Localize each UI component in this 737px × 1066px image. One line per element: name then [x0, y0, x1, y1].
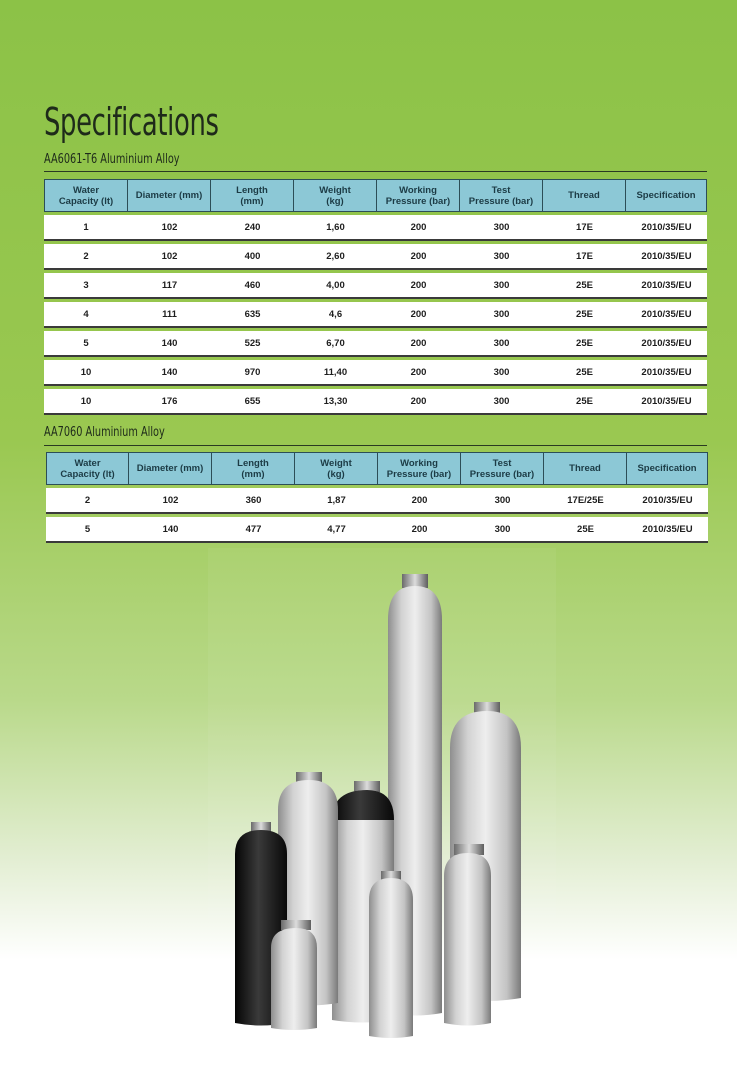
table-cell: 11,40: [294, 360, 377, 386]
table-cell: 300: [460, 215, 543, 241]
table-cell: 17E: [543, 215, 626, 241]
table-cell: 240: [211, 215, 294, 241]
table-row: [44, 331, 707, 357]
table-cell: 300: [460, 244, 543, 270]
col-header-weight: Weight (kg): [294, 179, 377, 212]
table-cell: 2010/35/EU: [626, 215, 707, 241]
table-cell: 970: [211, 360, 294, 386]
table-cell: 102: [128, 244, 211, 270]
table-cell: 140: [128, 360, 211, 386]
table-row: [44, 215, 707, 241]
table-cell: 635: [211, 302, 294, 328]
spec-table-aa7060: [46, 452, 708, 543]
table-cell: 2010/35/EU: [626, 331, 707, 357]
table-cell: 140: [128, 331, 211, 357]
table-cell: 117: [128, 273, 211, 299]
col-header-weight: Weight (kg): [295, 452, 378, 485]
table-cell: 200: [378, 488, 461, 514]
table-cell: 10: [44, 389, 128, 415]
table-cell: 4,77: [295, 517, 378, 543]
section-title-aa7060: AA7060 Aluminium Alloy: [44, 425, 165, 440]
table-cell: 300: [460, 302, 543, 328]
table-cell: 477: [212, 517, 295, 543]
col-header-diameter: Diameter (mm): [129, 452, 212, 485]
table-cell: 200: [377, 273, 460, 299]
table-cell: 4: [44, 302, 128, 328]
table-cell: 360: [212, 488, 295, 514]
table-row: [46, 517, 708, 543]
table-cell: 2010/35/EU: [626, 360, 707, 386]
cylinder-front-right: [444, 844, 491, 1026]
table-row: [44, 360, 707, 386]
table-cell: 5: [44, 331, 128, 357]
col-header-length: Length (mm): [212, 452, 295, 485]
table-cell: 2010/35/EU: [626, 302, 707, 328]
spec-table-aa6061: [44, 179, 707, 415]
cylinder-front-middle: [369, 871, 413, 1038]
table-cell: 300: [461, 517, 544, 543]
col-header-water-capacity: Water Capacity (lt): [46, 452, 129, 485]
table-cell: 200: [377, 331, 460, 357]
table-cell: 1: [44, 215, 128, 241]
table-cell: 2,60: [294, 244, 377, 270]
table-cell: 102: [129, 488, 212, 514]
table-row: [44, 389, 707, 415]
section-divider: [44, 171, 707, 172]
table-cell: 4,6: [294, 302, 377, 328]
table-cell: 176: [128, 389, 211, 415]
col-header-length: Length (mm): [211, 179, 294, 212]
table-cell: 1,60: [294, 215, 377, 241]
table-cell: 25E: [543, 389, 626, 415]
col-header-working-pressure: Working Pressure (bar): [378, 452, 461, 485]
col-header-specification: Specification: [627, 452, 708, 485]
table-cell: 300: [460, 360, 543, 386]
table-cell: 3: [44, 273, 128, 299]
table-cell: 2010/35/EU: [626, 389, 707, 415]
table-cell: 111: [128, 302, 211, 328]
table-cell: 6,70: [294, 331, 377, 357]
table-cell: 13,30: [294, 389, 377, 415]
table-cell: 2010/35/EU: [627, 488, 708, 514]
section-divider: [44, 445, 707, 446]
table-row: [44, 302, 707, 328]
table-row: [44, 273, 707, 299]
table-cell: 2010/35/EU: [627, 517, 708, 543]
table-cell: 17E: [543, 244, 626, 270]
col-header-water-capacity: Water Capacity (lt): [44, 179, 128, 212]
table-cell: 200: [377, 389, 460, 415]
table-row: [46, 488, 708, 514]
table-cell: 300: [461, 488, 544, 514]
table-cell: 25E: [543, 360, 626, 386]
table-cell: 2010/35/EU: [626, 244, 707, 270]
table-cell: 525: [211, 331, 294, 357]
col-header-working-pressure: Working Pressure (bar): [377, 179, 460, 212]
col-header-thread: Thread: [543, 179, 626, 212]
table-cell: 460: [211, 273, 294, 299]
table-row: [44, 244, 707, 270]
table-cell: 2: [44, 244, 128, 270]
table-cell: 400: [211, 244, 294, 270]
table-cell: 102: [128, 215, 211, 241]
cylinders-product-image: [208, 548, 556, 1048]
table-cell: 25E: [543, 302, 626, 328]
table-cell: 200: [378, 517, 461, 543]
table-cell: 300: [460, 331, 543, 357]
col-header-diameter: Diameter (mm): [128, 179, 211, 212]
col-header-specification: Specification: [626, 179, 707, 212]
table-cell: 200: [377, 244, 460, 270]
table-cell: 300: [460, 273, 543, 299]
col-header-test-pressure: Test Pressure (bar): [460, 179, 543, 212]
page-title: Specifications: [44, 100, 219, 144]
col-header-thread: Thread: [544, 452, 627, 485]
table-cell: 10: [44, 360, 128, 386]
table-cell: 1,87: [295, 488, 378, 514]
table-cell: 655: [211, 389, 294, 415]
table-cell: 200: [377, 360, 460, 386]
cylinder-small-front: [271, 920, 317, 1030]
table-cell: 200: [377, 302, 460, 328]
table-cell: 17E/25E: [544, 488, 627, 514]
table-cell: 25E: [543, 331, 626, 357]
table-cell: 5: [46, 517, 129, 543]
col-header-test-pressure: Test Pressure (bar): [461, 452, 544, 485]
table-cell: 4,00: [294, 273, 377, 299]
table-cell: 2: [46, 488, 129, 514]
table-cell: 25E: [543, 273, 626, 299]
table-cell: 200: [377, 215, 460, 241]
table-cell: 2010/35/EU: [626, 273, 707, 299]
table-cell: 300: [460, 389, 543, 415]
table-cell: 140: [129, 517, 212, 543]
section-title-aa6061: AA6061-T6 Aluminium Alloy: [44, 152, 180, 167]
table-cell: 25E: [544, 517, 627, 543]
